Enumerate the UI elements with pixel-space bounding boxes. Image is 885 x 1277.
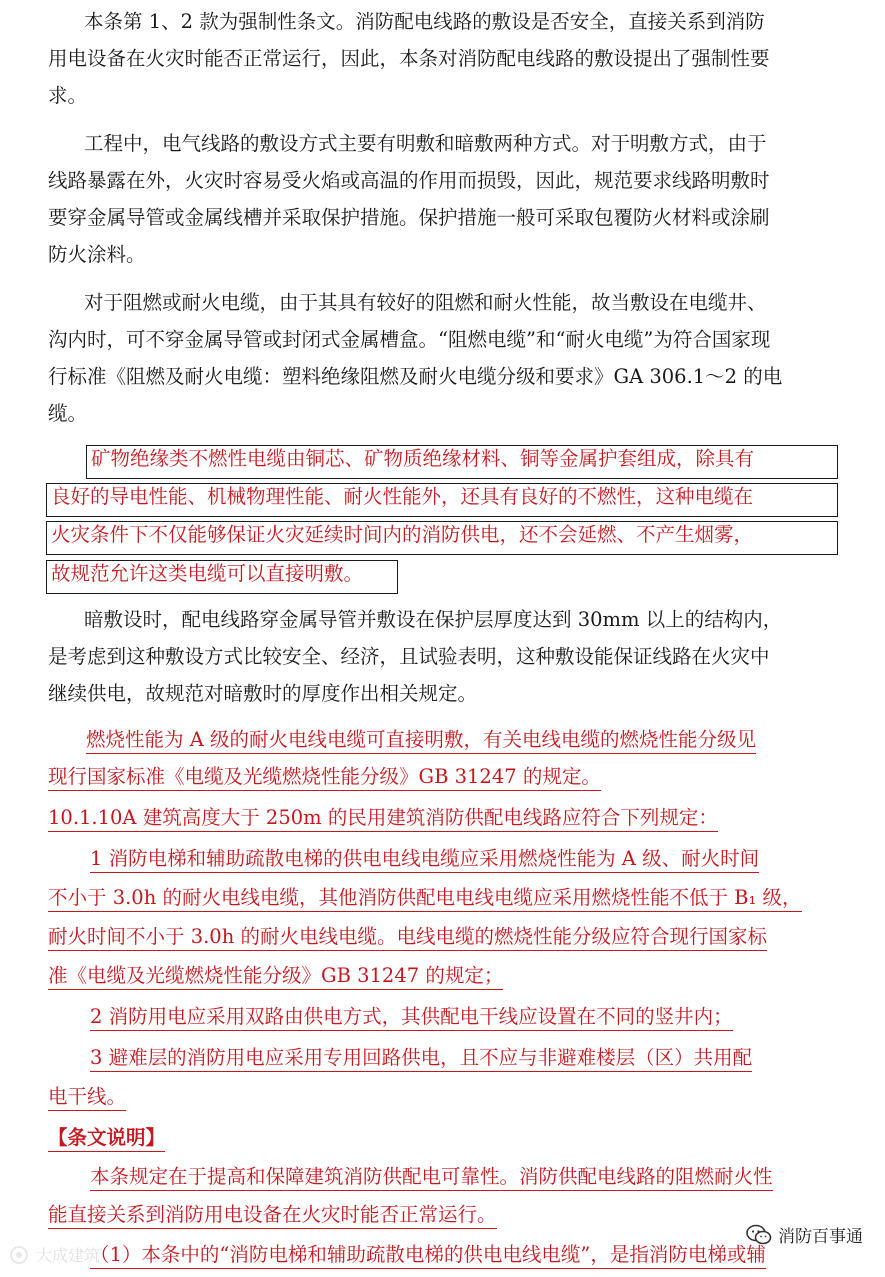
item2-line-1: 2 消防用电应采用双路由供电方式，其供配电干线应设置在不同的竖井内； (90, 1004, 733, 1031)
p1-line-1: 本条第 1、2 款为强制性条文。消防配电线路的敷设是否安全，直接关系到消防 (84, 10, 765, 33)
p3-line-2: 沟内时，可不穿金属导管或封闭式金属槽盒。“阻燃电缆”和“耐火电缆”为符合国家现 (48, 328, 771, 351)
p5-line-3: 继续供电，故规范对暗敷时的厚度作出相关规定。 (48, 682, 478, 705)
explanation-heading: 【条文说明】 (48, 1125, 165, 1152)
p1-line-3: 求。 (48, 84, 88, 107)
watermark-right (746, 1222, 863, 1247)
watermark-left-text: 大成建筑 (36, 1246, 101, 1265)
item1-line-3: 耐火时间不小于 3.0h 的耐火电线电缆。电线电缆的燃烧性能分级应符合现行国家标 (48, 924, 767, 951)
p3-line-4: 缆。 (48, 402, 88, 425)
explain-p2-line-1: （1）本条中的“消防电梯和辅助疏散电梯的供电电线电缆”，是指消防电梯或辅 (90, 1242, 766, 1269)
p1-line-2: 用电设备在火灾时能否正常运行，因此，本条对消防配电线路的敷设提出了强制性要 (48, 47, 770, 70)
boxed-line-1: 矿物绝缘类不燃性电缆由铜芯、矿物质绝缘材料、铜等金属护套组成，除具有 (86, 445, 838, 479)
p3-line-1: 对于阻燃或耐火电缆，由于其具有较好的阻燃和耐火性能，故当敷设在电缆井、 (84, 291, 767, 314)
watermark-right-text: 消防百事通 (778, 1227, 863, 1247)
p2-line-3: 要穿金属导管或金属线槽并采取保护措施。保护措施一般可采取包覆防火材料或涂刷 (48, 206, 770, 229)
p2-line-4: 防火涂料。 (48, 243, 146, 266)
explain-line-2: 能直接关系到消防用电设备在火灾时能否正常运行。 (48, 1202, 497, 1229)
item1-line-4: 准《电缆及光缆燃烧性能分级》GB 31247 的规定； (48, 963, 503, 990)
item1-line-1: 1 消防电梯和辅助疏散电梯的供电电线电缆应采用燃烧性能为 A 级、耐火时间 (90, 846, 759, 873)
wechat-icon (746, 1224, 772, 1246)
p2-line-1: 工程中，电气线路的敷设方式主要有明敷和暗敷两种方式。对于明敷方式，由于 (84, 132, 767, 155)
watermark-left (8, 1243, 100, 1266)
camera-icon (8, 1245, 30, 1265)
item3-line-1: 3 避难层的消防用电应采用专用回路供电，且不应与非避难楼层（区）共用配 (90, 1045, 752, 1072)
explain-line-1: 本条规定在于提高和保障建筑消防供配电可靠性。消防供配电线路的阻燃耐火性 (90, 1164, 773, 1191)
red-para-line-2: 现行国家标准《电缆及光缆燃烧性能分级》GB 31247 的规定。 (48, 764, 601, 791)
item3-line-2: 电干线。 (48, 1084, 126, 1111)
p3-line-3: 行标准《阻燃及耐火电缆：塑料绝缘阻燃及耐火电缆分级和要求》GA 306.1～2 的电 (48, 365, 783, 388)
red-para-line-1: 燃烧性能为 A 级的耐火电线电缆可直接明敷，有关电线电缆的燃烧性能分级见 (86, 727, 756, 754)
boxed-line-2: 良好的导电性能、机械物理性能、耐火性能外，还具有良好的不燃性，这种电缆在 (46, 483, 838, 517)
p5-line-1: 暗敷设时，配电线路穿金属导管并敷设在保护层厚度达到 30mm 以上的结构内， (84, 608, 783, 631)
clause-heading: 10.1.10A 建筑高度大于 250m 的民用建筑消防供配电线路应符合下列规定： (48, 805, 718, 832)
item1-line-2: 不小于 3.0h 的耐火电线电缆，其他消防供配电电线电缆应采用燃烧性能不低于 B₁ 级， (48, 885, 802, 912)
boxed-line-3: 火灾条件下不仅能够保证火灾延续时间内的消防供电，还不会延燃、不产生烟雾， (46, 521, 838, 555)
p2-line-2: 线路暴露在外，火灾时容易受火焰或高温的作用而损毁，因此，规范要求线路明敷时 (48, 169, 770, 192)
boxed-line-4: 故规范允许这类电缆可以直接明敷。 (46, 560, 398, 594)
p5-line-2: 是考虑到这种敷设方式比较安全、经济，且试验表明，这种敷设能保证线路在火灾中 (48, 645, 770, 668)
